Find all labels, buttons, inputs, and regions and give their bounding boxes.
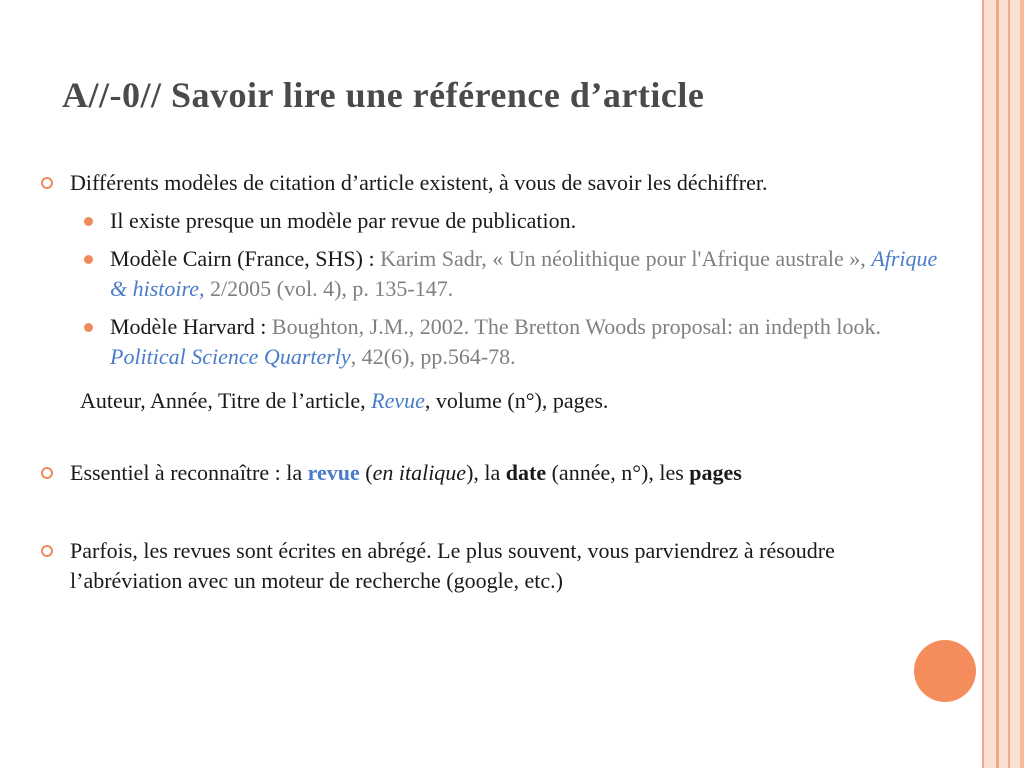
model-label: Modèle Harvard : [110, 314, 272, 339]
bullet-text: Différents modèles de citation d’article existent, à vous de savoir les déchiffrer. [70, 170, 768, 195]
decor-stripe [999, 0, 1008, 768]
dot-bullet-icon [84, 323, 93, 332]
dot-bullet-icon [84, 217, 93, 226]
dot-bullet-icon [84, 255, 93, 264]
bullet-citation-models [38, 168, 938, 198]
bullet-essentials [38, 458, 938, 488]
circle-bullet-icon [41, 545, 53, 557]
text-part: Essentiel à reconnaître : la [70, 460, 308, 485]
keyword-revue: revue [307, 460, 360, 485]
citation-format-pattern [38, 386, 938, 416]
format-part: Auteur, Année, Titre de l’article, [80, 388, 372, 413]
keyword-pages: pages [689, 460, 742, 485]
keyword-italic: en italique [372, 460, 467, 485]
keyword-date: date [505, 460, 547, 485]
subbullet-model-per-journal [38, 206, 938, 236]
decor-stripe [984, 0, 996, 768]
citation-text: Karim Sadr, « Un néolithique pour l'Afrique australe », [380, 246, 872, 271]
citation-journal: Afrique & histoire, [110, 246, 938, 301]
citation-journal: Political Science Quarterly [110, 344, 351, 369]
format-part: , volume (n°), pages. [424, 388, 609, 413]
citation-details: , 42(6), pp.564-78. [350, 344, 516, 369]
slide-title: A//-0// Savoir lire une référence d’article [62, 75, 705, 115]
decor-stripe [1020, 0, 1024, 768]
circle-bullet-icon [41, 177, 53, 189]
citation-text: Boughton, J.M., 2002. The Bretton Woods proposal: an indepth look. [271, 314, 882, 339]
decor-circle [914, 640, 976, 702]
format-journal: Revue [371, 388, 425, 413]
decor-stripe [1010, 0, 1020, 768]
bullet-abbreviations [38, 536, 938, 596]
citation-details: 2/2005 (vol. 4), p. 135-147. [204, 276, 454, 301]
subbullet-harvard-model [38, 312, 938, 372]
text-part: ( [359, 460, 373, 485]
text-part: (année, n°), les [546, 460, 690, 485]
subbullet-text: Il existe presque un modèle par revue de publication. [110, 208, 577, 233]
model-label: Modèle Cairn (France, SHS) : [110, 246, 381, 271]
text-part: ), la [466, 460, 506, 485]
circle-bullet-icon [41, 467, 53, 479]
slide-body [38, 168, 938, 596]
subbullet-cairn-model [38, 244, 938, 304]
bullet-text: Parfois, les revues sont écrites en abrégé. Le plus souvent, vous parviendrez à résoudre l’abréviation avec un moteur de recherche (google, etc.) [70, 538, 835, 593]
